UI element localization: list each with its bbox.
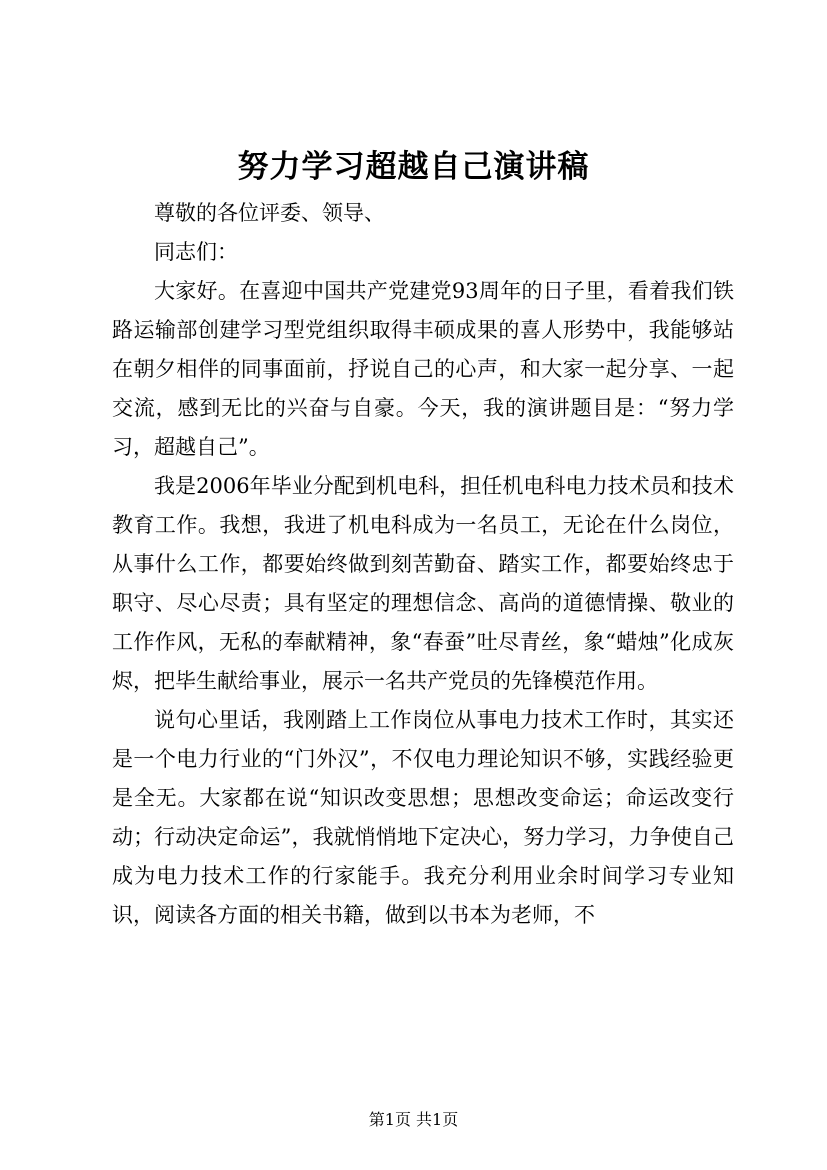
document-title: 努力学习超越自己演讲稿 [237,149,590,185]
document-body [112,194,734,935]
body-paragraph: 我是2006年毕业分配到机电科，担任机电科电力技术员和技术教育工作。我想，我进了机电科成为一名员工，无论在什么岗位，从事什么工作，都要始终做到刻苦勤奋、踏实工作，都要始终忠于职守、尽心尽责；具有坚定的理想信念、高尚的道德情操、敬业的工作作风，无私的奉献精神，象“春蚕”吐尽青丝，象“蜡烛”化成灰烬，把毕生献给事业，展示一名共产党员的先锋模范作用。 [112,474,734,693]
page-footer: 第1页 共1页 [368,1110,459,1129]
salutation-line: 尊敬的各位评委、领导、 [154,201,385,225]
body-paragraph: 大家好。在喜迎中国共产党建党93周年的日子里，看着我们铁路运输部创建学习型党组织取得丰硕成果的喜人形势中，我能够站在朝夕相伴的同事面前，抒说自己的心声，和大家一起分享、一起交流，感到无比的兴奋与自豪。今天，我的演讲题目是：“努力学习，超越自己”。 [112,279,734,459]
body-paragraph: 说句心里话，我刚踏上工作岗位从事电力技术工作时，其实还是一个电力行业的“门外汉”，不仅电力理论知识不够，实践经验更是全无。大家都在说“知识改变思想；思想改变命运；命运改变行动；行动决定命运”，我就悄悄地下定决心，努力学习，力争使自己成为电力技术工作的行家能手。我充分利用业余时间学习专业知识，阅读各方面的相关书籍，做到以书本为老师，不 [112,708,734,927]
salutation-line: 同志们： [154,240,238,264]
